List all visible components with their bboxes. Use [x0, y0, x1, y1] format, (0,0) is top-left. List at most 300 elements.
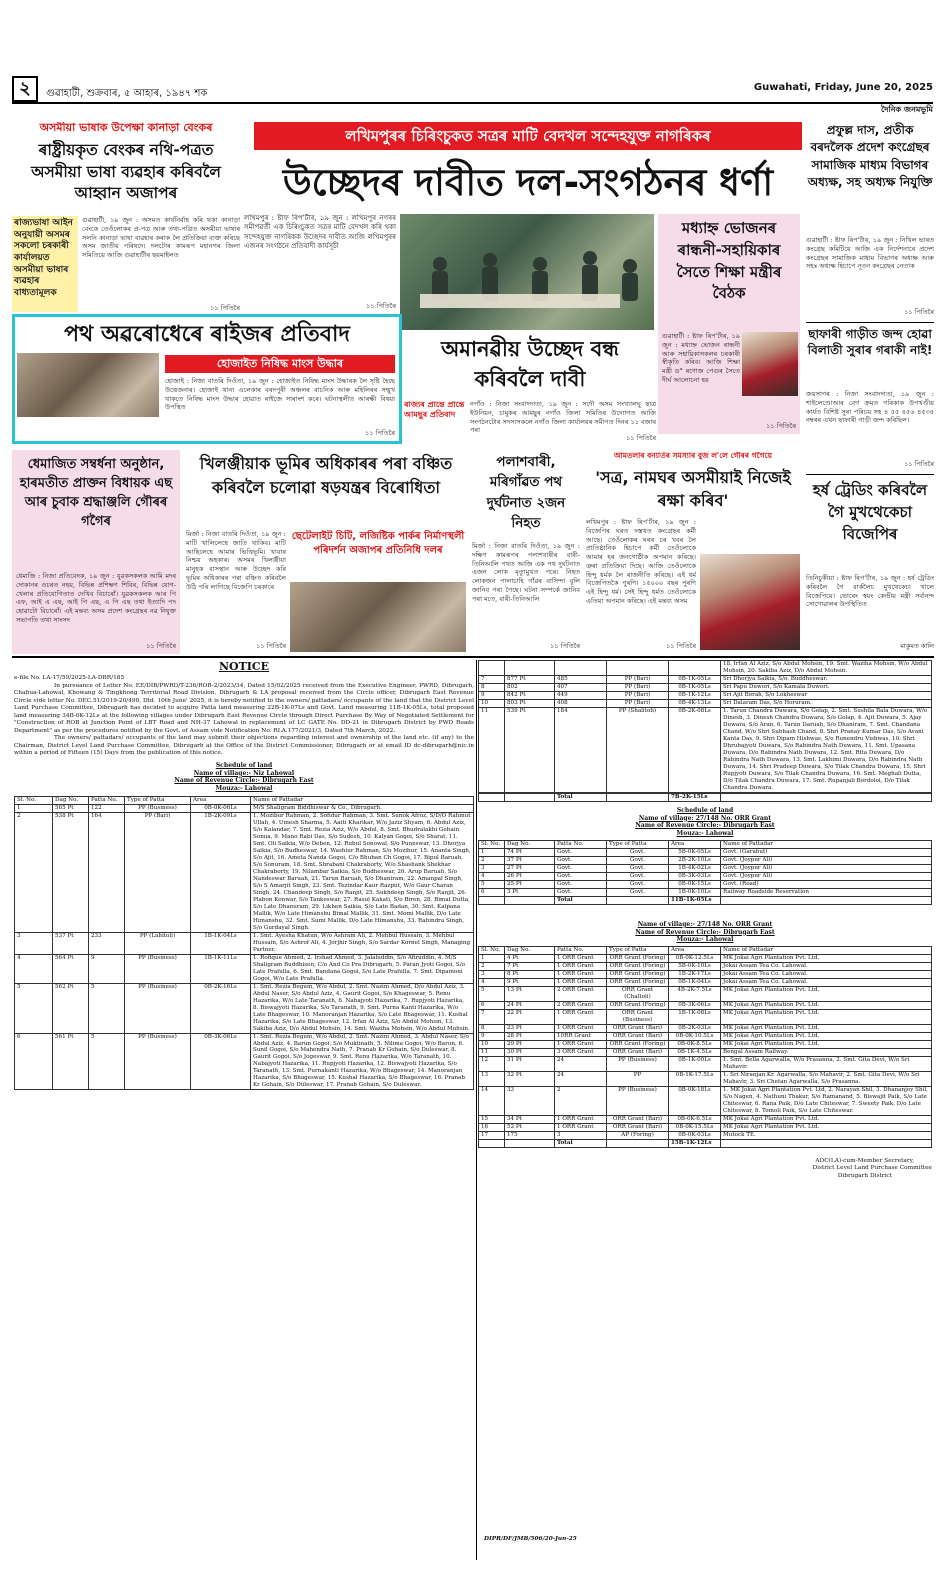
cell-names: 1. Tarun Chandra Duwara, S/o Golap, 2. Smt. Sushila Bala Duwara, W/o Dinesh, 3. Dinesh Chandra Duwara, S/o Golap, 4. Ajit Duwara, 5. Ajay Duwara, S/o Aran, 6. Tarun Daruah, S/o Dhaniram, 7. Smt. Chandana Chand, W/o Shri Subhash Chand, 8. Shri Pranay Kumar Das, S/o Avani Kanta Das, 9. Shri Dipam Hishwas, S/o Runendru Vishwas, 10. Shri Dhrubajyoti Duwara, S/o Rabindra Nath Duwara, 11. Smt. Upasana Duwara, D/o Rabindra Nath Duwara, 12. Smt. Rita Duwara, D/o Rabindra Nath Duwara, 13. Smt. Lakhimi Duwara, D/o Rabindra Nath Duwara, 14. Shri Pradeep Duwara, S/o Tilak Chandra Duwara, 15. Shri Rupjyoti Duwara, S/o Tilak Chandra Duwara, 16. Smt. Meghali Dutta, D/o Tilak Chandra Duwara, 17. Smt. Rupanjali Bordoloi, D/o Tilak Chandra Duwara. — [721, 707, 932, 792]
table-row — [479, 1002, 932, 1010]
table-row — [479, 661, 932, 676]
cell-names: Sri Dalaram Das, S/o Horuram. — [721, 699, 932, 707]
schedule-title: Schedule of land — [215, 761, 273, 769]
photo-minister — [742, 332, 798, 396]
total-area: 11B-1K-05Ls — [669, 896, 721, 904]
cell-area: 0B-4K-13Ls — [669, 699, 721, 707]
schedule-village: Name of village:- 27/148 No. ORR Grant — [637, 920, 773, 928]
cell-patta: 1 ORR Grant — [555, 979, 607, 987]
masthead — [12, 76, 933, 114]
cell-dag: 24 Pt — [505, 1002, 555, 1010]
schedule-mouza: Mouza:- Lahowal — [215, 785, 273, 793]
cell-dag: 33 — [505, 1086, 555, 1115]
cell-dag: 565 Pt — [53, 805, 89, 813]
story-credit: ১১ পিতিৰৈ — [210, 304, 240, 312]
notice-column-rule — [476, 660, 477, 1560]
cell-dag: 8 Pt — [505, 971, 555, 979]
table-row — [479, 987, 932, 1002]
cell-dag: 842 Pt — [505, 691, 555, 699]
cell-patta: 1 ORR Grant — [555, 955, 607, 963]
story-headline-safari: ছাফাৰী গাড়ীত জন্দ হোৱা বিলাতী সুৰাৰ গৰাকী নাই! — [807, 327, 933, 358]
col-header-sl: Sl. No. — [15, 797, 53, 805]
story-lakhimpur — [244, 214, 396, 312]
cell-area: 0B-0K-03Ls — [669, 1131, 721, 1139]
story-body-safari: জয়সাগৰ : নিজা সংবাদদাতা, ১৯ জুন : শাইলেণ্ডোআৰ বেগ ক্ৰমত গৰিকাক উপখণ্ডীয় কাৰ্যত বিশিষ্ট সুৰা পৰিচয় সহ ৪ ৫৫ ৪৫৬ ৪৫৩৪ নম্বৰৰ এখন ছাফাৰী গাড়ী জন্দ কৰিছিল। — [806, 390, 934, 425]
cell-type: Govt. — [607, 888, 669, 896]
cell-names: 1. Smt. Rezia Begum, W/o Abdul, 2. Smt. Nazim Ahmed, D/o Abdul Aziz, 3. Abdul Naser, S/o Abdul Aziz, 4. Gaurit Gogoi, S/o Khageswar, 5. Renu Hazarika, W/o Late Taranath, 6. Nabajyoti Hazarika, 7. Rupjyoti Hazarika, 8. Biswajyoti Hazarika, S/o Taranath, 9. Smt. Purna Kanti Hazarika, W/o Late Bhageswar, 10. Manoranjan Hazarika, S/o Late Bhageswar, 11. Kushal Hazarika, S/o Late Bhageswar, 12. Irfan Al Aziz, S/o Abdul Mohsin, 13. Sakiba Aziz, D/o Abdul Mohsin, 14. Smt. Waziha Mohsin, W/o Abdul Mohsin. — [251, 983, 474, 1033]
col-header-dag: Dag No. — [53, 797, 89, 805]
cell-sl: 5 — [479, 987, 505, 1002]
cell-names: Sri Ajit Borah, S/o Lokheswar — [721, 691, 932, 699]
cell-sl: 4 — [15, 954, 53, 983]
cell-type: PP (Bari) — [125, 813, 191, 933]
story-palashbari — [472, 450, 580, 654]
cell-area: 0B-0K-8.5Ls — [669, 1040, 721, 1048]
cell-sl: 1 — [479, 955, 505, 963]
cell-patta: 5 — [89, 983, 125, 1033]
table-row — [479, 1131, 932, 1139]
table-row — [479, 979, 932, 987]
cell-patta: 164 — [89, 813, 125, 933]
story-subhead: হোজাইত নিষিদ্ধ মাংস উদ্ধাৰ — [165, 355, 395, 373]
cell-dag: 27 Pt — [505, 864, 555, 872]
story-body: গুৱাহাটী : ষ্টাফ ৰিপ'ৰ্টাৰ, ১৯ জুন : মধ্যাহ্ন ভোজন ৰান্ধনী আৰু সহায়িকাসকলৰ চৰকাৰী স্বীকৃতি কৰিব। আজি শিক্ষা মন্ত্ৰী ড° ৰণোজ পেগুৰ সৈতে দীৰ্ঘ আলোচনা হয় — [662, 332, 740, 384]
cell-patta: 2 ORR Grant — [555, 1002, 607, 1010]
table-row — [479, 683, 932, 691]
cell-type: PP (Business) — [125, 954, 191, 983]
land-table-orr-grant — [478, 946, 932, 1148]
photo-protest-gathering — [400, 214, 654, 330]
cell-names: Mutock TE. — [721, 1131, 932, 1139]
cell-area: 0B-0K-18Ls — [669, 1086, 721, 1115]
cell-patta: 5 — [89, 1033, 125, 1090]
cell-dag: 13 Pt — [505, 987, 555, 1002]
cell-area: 0B-1K-04Ls — [669, 979, 721, 987]
notice-right-column — [478, 660, 932, 1560]
cell-patta: 2 ORR Grant — [555, 987, 607, 1002]
cell-dag: 9 Pt — [505, 979, 555, 987]
notice-para2: The owners/ pattadars/ occupants of the land may submit their objections regarding interest and ownership of the land etc. (if any) to the Chairman, District Level Land Purchase Committee, Dibrugarh at the Office of the District Commissioner, Dibrugarh or at email ID dc-dibrugarh@nic.in within a period of Fifteen (15) Days from the publication of this notice. — [14, 735, 474, 757]
cell-dag: 561 Pt — [53, 1033, 89, 1090]
cell-names: MK Jokai Agri Plantation Pvt. Ltd. — [721, 1002, 932, 1010]
story-credit-safari: ১১ পিতিৰৈ — [904, 460, 934, 468]
col-header-area: Area — [191, 797, 251, 805]
signature-line-2: District Level Land Purchase Committee — [812, 1165, 932, 1172]
story-credit: ১১ পিতিৰৈ — [256, 642, 286, 650]
cell-sl: 11 — [479, 1048, 505, 1056]
banner-headline: উচ্ছেদৰ দাবীত দল-সংগঠনৰ ধৰ্ণা — [282, 161, 774, 204]
cell-type: ORR Grant (Foring) — [607, 955, 669, 963]
cell-type: ORR Grant (Chaltoli) — [607, 987, 669, 1002]
col-header-pattadar: Name of Pattadar — [251, 797, 474, 805]
cell-names: Jokai Assam Tea Co. Lahowal. — [721, 971, 932, 979]
land-table-total-1 — [478, 793, 932, 802]
cell-type: PP (Business) — [607, 1056, 669, 1071]
table-row — [15, 954, 474, 983]
cell-dag: 537 Pt — [53, 932, 89, 954]
cell-names: Sri Dhorjya Saikia, S/o. Buddheswar. — [721, 675, 932, 683]
cell-dag: 25 Pt — [505, 880, 555, 888]
cell-area: 1B-0K-10Ls — [669, 888, 721, 896]
cell-type: ORR Grant (Bari) — [607, 1025, 669, 1033]
cell-dag: 23 Pt — [505, 1025, 555, 1033]
cell-sl: 13 — [479, 1071, 505, 1086]
cell-dag: 802 — [505, 683, 555, 691]
signature-line-1: ADC(LA)-cum-Member Secretary, — [815, 1157, 914, 1164]
cell-names: 1. Smt. Bella Agarwalla, W/o Prasanna, 2. Smt. Gita Devi, W/o Sri Mahavir. — [721, 1056, 932, 1071]
cell-patta: 1 ORR Grant — [555, 971, 607, 979]
col-header-dag: Dag No. — [505, 840, 555, 848]
story-body: লখিমপুৰ : ষ্টাফ ৰিপ'ৰ্টাৰ, ১৯ জুন : লখিমপুৰ নগৰৰ সমীপৱৰ্তী এক চিৰিংচুকত সত্ৰৰ মাটি বেদখল কৰি থকা সন্দেহযুক্ত নাগৰিকক উচ্ছেদৰ দাবীত আজি লখিমপুৰৰ এজনৰ সংগঠনে প্ৰতিবাদী কাৰ্যসূচী — [244, 214, 396, 251]
table-row — [479, 1086, 932, 1115]
notice-file-no: e-file No. LA-17/59/2025-LA-DBR/185 — [14, 675, 125, 681]
cell-sl: 7 — [479, 675, 505, 683]
story-credit: ১১ পিতিৰৈ — [146, 642, 176, 650]
cell-area: 0B-2K-03Ls — [669, 1025, 721, 1033]
cell-patta: 1 ORR Grant — [555, 963, 607, 971]
cell-type: PP (Shalitoli) — [607, 707, 669, 792]
col-header-area: Area — [669, 840, 721, 848]
cell-sl: 17 — [479, 1131, 505, 1139]
cell-area: 1B-1K-08Ls — [669, 1010, 721, 1025]
cell-names: Jokai Assam Tea Co. Lahowal. — [721, 979, 932, 987]
cell-names: MK Jokai Agri Plantation Pvt. Ltd. — [721, 1123, 932, 1131]
land-table-govt — [478, 840, 932, 905]
cell-dag: 22 Pt — [505, 1010, 555, 1025]
table-row — [479, 699, 932, 707]
cell-type: ORR Grant (Bari) — [607, 1115, 669, 1123]
cell-names: MK Jokai Agri Plantation Pvt. Ltd. — [721, 1032, 932, 1040]
cell-dag: 26 Pt — [505, 872, 555, 880]
cell-names: MK Jokai Agri Plantation Pvt. Ltd. — [721, 1010, 932, 1025]
land-table-niz-lahowal — [14, 796, 474, 1090]
pattadar-names: 18. Irfan Al Aziz, S/o Abdul Mohsin, 19. Smt. Waziha Mohsin, W/o Abdul Mohsin, 20. Sakiba Aziz, D/o Abdul Mohsin. — [721, 661, 932, 676]
cell-patta: Govt. — [555, 864, 607, 872]
cell-names: 1. Smt. Ayesha Khatun, W/o Ashram Ali, 2. Mehbul Hussain, 3. Mehbul Hussain, S/o Ashrof Ali, 4. Jorjhir Singh, S/o Sardar Kornel Singh, Managing Partner. — [251, 932, 474, 954]
cell-dag: 562 Pt — [53, 983, 89, 1033]
cell-area: 1B-1K-04Ls — [191, 932, 251, 954]
total-label: Total — [555, 896, 607, 904]
table-row — [479, 1048, 932, 1056]
cell-type: PP (Business) — [125, 983, 191, 1033]
cell-sl: 5 — [15, 983, 53, 1033]
story-tag: ৰাজ্যৰ প্ৰান্তে প্ৰান্তে আমছুৰ প্ৰতিবাদ — [404, 400, 465, 420]
col-header-pattadar: Name of Pattadar — [721, 840, 932, 848]
story-credit-congress: ১১ পিতিৰৈ — [904, 308, 934, 316]
cell-sl: 8 — [479, 683, 505, 691]
cell-dag: 538 Pt — [53, 813, 89, 933]
story-canara-bank — [12, 118, 240, 314]
cell-sl: 7 — [479, 1010, 505, 1025]
table-row — [479, 872, 932, 880]
cell-dag: 7 Pt — [505, 963, 555, 971]
story-kicker: আমতলাৰ বন্যাৰ্তৰ সমস্যাৰ বুজ ল'লে গৌৰৰ গগৈয়ে — [613, 452, 773, 460]
table-row — [479, 971, 932, 979]
cell-type: Govt. — [607, 872, 669, 880]
cell-patta: 3 — [555, 1131, 607, 1139]
cell-area: 0B-0K-06Ls — [191, 805, 251, 813]
table-row — [479, 1115, 932, 1123]
cell-dag: 3 Pt — [505, 888, 555, 896]
page-number: ২ — [12, 76, 38, 102]
cell-area: 1B-2K-17Ls — [669, 971, 721, 979]
cell-sl: 6 — [15, 1033, 53, 1090]
cell-patta: 9 — [89, 954, 125, 983]
cell-dag: 30 Pt — [505, 1048, 555, 1056]
story-headline: খিলঞ্জীয়াক ভূমিৰ অধিকাৰৰ পৰা বঞ্চিত কৰিবলৈ চলোৱা ষড়যন্ত্ৰৰ বিৰোধিতা — [199, 454, 453, 497]
cell-patta: Govt. — [555, 888, 607, 896]
photo-gaurav-gogoi — [700, 554, 800, 650]
story-headline: মধ্যাহ্ন ভোজনৰ ৰান্ধনী-সহায়িকাৰ সৈতে শিক্ষা মন্ত্ৰীৰ বৈঠক — [676, 219, 782, 303]
cell-dag: 175 — [505, 1131, 555, 1139]
cell-dag: 74 Pt — [505, 848, 555, 856]
cell-patta: 1 ORR Grant — [555, 1010, 607, 1025]
story-khilonjia — [186, 450, 466, 654]
cell-sl: 6 — [479, 1002, 505, 1010]
cell-patta: 449 — [555, 691, 607, 699]
cell-patta: 24 — [555, 1071, 607, 1086]
cell-type: PP (Business) — [607, 1086, 669, 1115]
schedule-mouza: Mouza:- Lahowal — [676, 830, 734, 838]
cell-sl: 3 — [479, 971, 505, 979]
total-row — [479, 793, 932, 801]
cell-type: Govt. — [607, 864, 669, 872]
cell-patta: 1 ORR Grant — [555, 1040, 607, 1048]
table-row — [479, 1040, 932, 1048]
story-body-congress: গুৱাহাটী : ষ্টাফ ৰিপ'ৰ্টাৰ, ১৯ জুন : নিখিল ভাৰত কংগ্ৰেছ কমিটিয়ে আজি এক নিৰ্দেশনাৰে প্ৰদেশ কংগ্ৰেছৰ সামাজিক মাধ্যম বিভাগৰ অধ্যক্ষ আৰু সহঃ অধ্যক্ষ হিচাপে নূতন কংগ্ৰেছৰ নেতাক — [806, 236, 934, 271]
cell-type: Govt. — [607, 848, 669, 856]
table-header-row — [479, 840, 932, 848]
story-body: লখিমপুৰ : ষ্টাফ ৰিপ'ৰ্টাৰ, ১৯ জুন : বিজেপিৰ ঘৰত দস্তখত কংগ্ৰেছৰ কৰ্মী আছে। তেওঁলোকৰ ঘৰৰ চৰ খবৰ লৈ প্ৰাতিষ্ঠানিক হিচাপে কৰ্মী তেওঁলোকে আমাৰ হৰ জনগোষ্ঠীক অপমান কৰিছে। ত্ৰুৰা প্ৰতিক্ৰিয়া দিছে। আজি তেওঁলোকে হিন্দু ধৰ্মক লৈ ৰাজনীতি কৰিছে। এই ধৰ্ম বিজেপিতকৈ পুৰণি। ১৫০০০ বছৰ পুৰণি এই হিন্দু ধৰ্ম। সেই হিন্দু ধৰ্মত তেওঁলোকে এতিয়া অপমান কৰিছে। এই মন্তব্য অসম — [586, 518, 696, 605]
cell-patta: 485 — [555, 675, 607, 683]
cell-dag: 31 Pt — [505, 1056, 555, 1071]
story-credit: ১১ পিতিৰৈ — [366, 302, 396, 310]
schedule-circle: Name of Revenue Circle:- Dibrugarh East — [635, 822, 775, 830]
col-header-dag: Dag No. — [505, 947, 555, 955]
story-credit: ১১ পিতিৰৈ — [626, 434, 656, 442]
table-row — [479, 848, 932, 856]
story-subhead: ছেটেলাইট চিটি, লজিষ্টিক পাৰ্কৰ নিৰ্মাণস্থলী পৰিদৰ্শন অজাপৰ প্ৰতিনিধি দলৰ — [291, 531, 465, 556]
story-headline: ৰাষ্ট্ৰীয়কৃত বেংকৰ নথি-পত্ৰত অসমীয়া ভাষা ব্যৱহাৰ কৰিবলৈ আহ্বান অজাপৰ — [31, 141, 221, 203]
cell-sl: 8 — [479, 1025, 505, 1033]
cell-names: Jokai Assam Tea Co. Lahowal. — [721, 963, 932, 971]
divider — [806, 322, 934, 323]
total-row — [479, 1139, 932, 1147]
cell-sl: 16 — [479, 1123, 505, 1131]
table-row — [479, 856, 932, 864]
cell-patta: 1 ORR Grant — [555, 1123, 607, 1131]
table-row — [15, 932, 474, 954]
story-body: হোজাই : নিজা বাতৰি দিওঁতা, ১৯ জুন : হোজাইত নিষিদ্ধ মাংস উদ্ধাৰক লৈ সৃষ্টি হৈছে উত্তেজনাৰ। হোজাই থানা এলেকাৰ বৰদপুৰী অঞ্চলৰ বাচনিক আৰু মহিলিৰৰ সন্মুখ থাকতে নিষিদ্ধ মাংস উদ্ধাৰ হোৱাত ৰাইজে সাৰাংশ কৰে। ঘটনাস্থলীত আৰক্ষী বিষয়া উপস্থিত — [165, 377, 395, 412]
cell-area: 0B-1K-05Ls — [669, 675, 721, 683]
cell-area: 0B-0K-6.5Ls — [669, 1115, 721, 1123]
dipr-code: DIPR/DF/JMB/506/20-Jun-25 — [484, 1536, 577, 1542]
right-column — [806, 118, 934, 654]
col-header-patta: Patta No. — [555, 947, 607, 955]
cell-patta: 24 — [555, 1056, 607, 1071]
cell-type: ORR Grant (Foring) — [607, 1002, 669, 1010]
cell-area: 5B-0K-05Ls — [669, 848, 721, 856]
story-headline-congress: প্ৰফুল্ল দাস, প্ৰতীক বৰদলৈক প্ৰদেশ কংগ্ৰেছৰ সামাজিক মাধ্যম বিভাগৰ অধ্যক্ষ, সহ অধ্যক্ষ নিযুক্তি — [807, 123, 933, 190]
col-header-sl: Sl. No. — [479, 840, 505, 848]
cell-sl: 11 — [479, 707, 505, 792]
cell-names: Bengal Assam Railway. — [721, 1048, 932, 1056]
cell-patta: 233 — [89, 932, 125, 954]
cell-names: Govt. (Garabut) — [721, 848, 932, 856]
table-row — [479, 963, 932, 971]
cell-dag: 803 Pt — [505, 699, 555, 707]
cell-sl: 4 — [479, 979, 505, 987]
cell-patta: 407 — [555, 683, 607, 691]
schedule-village: Name of village:- Niz Lahowal — [193, 769, 295, 777]
cell-sl: 10 — [479, 699, 505, 707]
cell-sl: 14 — [479, 1086, 505, 1115]
col-header-type: Type of Patta — [607, 840, 669, 848]
cell-area: 0B-3K-06Ls — [191, 1033, 251, 1090]
story-headline: ধেমাজিত সম্বৰ্ধনা অনুষ্ঠান, হাৰমতীত প্ৰাক্তন বিধায়ক এছ আৰ চুবাক শ্ৰদ্ধাঞ্জলি গৌৰৰ গগৈৰ — [19, 457, 173, 529]
cell-type: ORR Grant (Bari) — [607, 1123, 669, 1131]
cell-type: PP (Bari) — [607, 675, 669, 683]
table-row — [479, 1025, 932, 1033]
table-row — [479, 864, 932, 872]
cell-names: 1. Rofique Ahmed, 2. Irshad Ahmed, 3. Jalaluddin, S/o Afiruddin, 4. M/S Shaligram Buddhisen, C/o And Co Pra Dibrugarh, 5. Paran Jyoti Gogoi, S/o Late Prafulla, 6. Smt. Bandana Gogoi, S/o Late Prafulla, 7. Smt. Dipamoni Gogoi, W/o Late Prafulla. — [251, 954, 474, 983]
cell-patta: Govt. — [555, 872, 607, 880]
cell-names: Railway Roadside Reservation — [721, 888, 932, 896]
cell-patta: Govt. — [555, 880, 607, 888]
cell-names: 1. Smt. Rezia Begum, W/o Abdul, 2. Smt. Nazim Ahmed, 3. Abdul Naser, S/o Abdul Aziz, 4. Barun Gogoi, S/o Muktinath, 5. Nilima Gogoi, W/o Barun, 6. Sunil Gogoi, S/o Mahendra Nath, 7. Pranab Kr Gohain, S/o Duleswar, 8. Gaurit Gogoi, S/o Jogeswar, 9. Smt. Renu Hazarika, W/o Taranath, 10. Nabajyoti Hazarika, 11. Rupjyoti Hazarika, 12. Biswajyoti Hazarika, S/o Taranath, 13. Smt. Purnakanti Hazarika, W/o Bhageswar, 14. Manoranjan Hazarika, S/o Bhageswar, 15. Kushal Hazarika, S/o Bhageswar, 16. Pranab Kr Gohain, S/o Duleswar, 17. Pranab Gohain, S/o Duleswar. — [251, 1033, 474, 1090]
cell-dag: 28 Pt — [505, 1032, 555, 1040]
cell-names: MK Jokai Agri Plantation Pvt. Ltd. — [721, 1115, 932, 1123]
cell-area: 1B-4K-02Ls — [669, 864, 721, 872]
schedule-circle: Name of Revenue Circle:- Dibrugarh East — [174, 777, 314, 785]
cell-dag: 34 Pt — [505, 1115, 555, 1123]
cell-names: 1. MK Jokai Agri Plantation Pvt. Ltd, 2. Narayan Shil, 3. Dhananjoy Shil, S/o Nagen, 4. Nathuni Thakur, S/o Ramanand, 5. Biswajit Paik, S/o Late Chiteswar, 6. Rana Paik, D/o Late Chiteswar, 7. Sweety Paik, D/o Late Chiteswar, 8. Tomoli Paik, S/o Late Chiteswar. — [721, 1086, 932, 1115]
cell-patta: 184 — [555, 707, 607, 792]
story-satra-namghar — [586, 450, 800, 654]
cell-names: 1. Mozibur Rahman, 2. Sofidur Rahman, 3. Smt. Sunok Afroz, S/D/O Rahmut Ullah, 4. Umesh Sharma, 5. Aaiti Kharikar, W/o Jaziz Shyam, 6. Abdul Aziz, S/o Kalandar, 7. Smt. Rezia Aziz, W/o Abdul, 8. Smt. Bhudralakhi Gohain Sonua, 9. Mano Rabi Das, S/o Sudesh, 10. Kalyan Gogoi, S/o Sharat, 11. Smt. Oli Saikia, W/o Deben, 12. Rubul Sonowal, S/o Puneswar, 13. Dhorjya Saikia, S/o Budheswar, 14. Washiur Rahman, S/o Mozibur, 15. Ananta Singh, S/o Ajit, 16. Ameta Nanda Gogoi, C/o Bhuban Ch Gogoi, 17. Bipul Baruah, S/o Sonuram, 18. Smt. Shrabani Chakraborty, W/o Shashank Shekhar Chakraborty, 19. Nilambar Saikia, S/o Budheswar, 20. Arup Baruah, S/o Nandeswar Baruah, 21. Tarun Baruah, S/o Dhaniram, 22. Amanpal Singh, S/o S Amarjit Singh, 23. Smt. Tezindar Kaur Razput, W/o Gaur Charan Singh, 24. Chandeep Singh, S/o Ranjit, 25. Sukhdeep Singh, S/o Ranjit, 26. Plabon Konwar, S/o Tankeswar, 27. Rasul Kakati, S/o Biren, 28. Bimal Dutta, S/o Late Dhanuram, 29. Likhen Saikia, S/o Late Badan, 30. Smt. Kalpana Mallik, W/o Late Himanshu Bimal Mallik, 31. Smt. Momi Mallik, D/o Late Himanshu, 32. Smt. Sumi Mallik, D/o Late Himanshu, 33. Rabindra Singh, S/o Gurdayal Singh. — [251, 813, 474, 933]
cell-type: ORR Grant (Foring) — [607, 1040, 669, 1048]
cell-area: 0B-1K-05Ls — [669, 683, 721, 691]
cell-patta: Govt. — [555, 856, 607, 864]
cell-type: ORR Grant (Foring) — [607, 979, 669, 987]
banner-strip: লখিমপুৰৰ চিৰিংচুকত সত্ৰৰ মাটি বেদখল সন্দেহযুক্ত নাগৰিকৰ — [254, 122, 802, 150]
story-body: মিৰ্জা : নিজা বাতৰি দিওঁতা, ১৯ জুন : মাটি খালিলেহে জাতি থাকিব। মাটি আছিলেহে আমাৰ ভিত্তিভূমি। খাবাৰ নিশ্চয় অহকাৰ। অসমৰ খিলঞ্জীয়া মানুহক বাসস্থান আৰু উচ্ছেদ কৰি ভূমিৰ অধিকাৰৰ পৰা বঞ্চিত কৰিবলৈ উঠি পৰি লাগিছে বিজেপি চৰকাৰে — [186, 530, 286, 591]
notice-para1: In pursuance of Letter No. EE/DIB/PWRD/T-236/ROB-2/2023/34, Dated 15/02/2025 received from the Executive Engineer, PWRD, Dibrugarh, Chabua-Lahowal, Khowang & Tingkhong Territorial Road Division, Dibrugarh & LA proposal received from the Circle officer, Dibrugarh East Revenue Circle vide letter No. DEC.51/2019-20/490, Dtd. 10th June' 2025, it is hereby notified to the owners/ pattadars/ occupants of the land that the District Level Land Purchase Committee, Dibrugarh has decided to acquire Patta land measuring 22B-1K-07Ls and Govt. Land measuring 11B-1K-05Ls, total proposed land measuring 34B-0K-12Ls at the following villages under Dibrugarh East Revenue Circle through Direct Purchase By Way of Negotiated Settlement for "Construction of ROB at Junction Point of LBT Road and NH-37 Lahowal in replacement of LC GATE No. DD-21 in Dibrugarh District by PWD Roads Department" as per the procedures notified by the Govt. of Assam vide Notification No. RLA.177/2021/3, Dated 7th March, 2022. — [14, 682, 474, 734]
cell-sl: 10 — [479, 1040, 505, 1048]
cell-sl: 15 — [479, 1115, 505, 1123]
cell-names: Govt. (Joypur Ali) — [721, 856, 932, 864]
story-body: ধেমাজি : নিজা প্ৰতিবেদক, ১৯ জুন : যুৱকসকলক আমি মদৰ দোকানৰ ওচৰত নহয়, বিভিন্ন প্ৰশিক্ষণ শিবিৰ, বিভিন্ন যোগ-খেলাৰ প্ৰতিযোগিতাত দেখিব বিচাৰোঁ। যুৱকসকলক আৰ পি এফ, আই এ এছ, আই পি এছ, এ পি এছ তথা ইত্যাদি পদ হোৱাটো বিচাৰোঁ। এই মন্তব্য অসম প্ৰদেশ কংগ্ৰেছৰ নৱ নিযুক্ত সভাপতি তথা সাংসদ — [16, 572, 176, 624]
story-headline: অমানৱীয় উচ্ছেদ বন্ধ কৰিবলৈ দাবী — [441, 337, 619, 392]
story-road-blockade — [12, 314, 402, 444]
cell-type: AP (Foring) — [607, 1131, 669, 1139]
schedule-title: Schedule of land — [676, 806, 734, 814]
story-kicker: অসমীয়া ভাষাক উপেক্ষা কানাড়া বেংকৰ — [39, 122, 213, 134]
protest-photo-graphic — [400, 214, 654, 330]
cell-sl: 1 — [479, 848, 505, 856]
story-headline-bjp: হৰ্ষ ট্ৰেডিং কৰিবলৈ গৈ মুখথেকেচা বিজেপিৰ — [812, 481, 928, 543]
cell-type: PP (Lahitoli) — [125, 932, 191, 954]
story-credit: ১১ পিতিৰৈ — [666, 642, 696, 650]
schedule-circle: Name of Revenue Circle:- Dibrugarh East — [635, 928, 775, 936]
date-english: Guwahati, Friday, June 20, 2025 — [753, 82, 933, 93]
signature-line-3: Dibrugarh District — [837, 1172, 892, 1179]
table-row — [479, 707, 932, 792]
story-headline: 'সত্ৰ, নামঘৰ অসমীয়াই নিজেই ৰক্ষা কৰিব' — [595, 468, 791, 511]
cell-patta: 122 — [89, 805, 125, 813]
story-eviction — [404, 334, 656, 444]
cell-patta: 10RR Grant — [555, 1032, 607, 1040]
cell-sl: 4 — [479, 872, 505, 880]
total-label: Total — [555, 1139, 607, 1147]
col-header-pattadar: Name of Pattadar — [721, 947, 932, 955]
total-label: Total — [555, 793, 607, 801]
cell-area: 0B-1K-17.5Ls — [669, 1071, 721, 1086]
story-side-box: ৰাজ্যভাষা আইন অনুযায়ী অসমৰ সকলো চৰকাৰী কাৰ্যালয়ত অসমীয়া ভাষাৰ ব্যৱহাৰ বাধ্যতামূলক — [12, 216, 78, 312]
cell-names: Govt. (Joypur Ali) — [721, 864, 932, 872]
cell-names: Govt. (Road) — [721, 880, 932, 888]
cell-type: PP (Bari) — [607, 691, 669, 699]
cell-names: MK Jokai Agri Plantation Pvt. Ltd. — [721, 987, 932, 1002]
story-body: মিৰ্জা : নিজা বাতৰি দিওঁতা, ১৯ জুন : দক্ষিণ কামৰূপৰ পলাশবাৰীৰ বাৰী-তিনিআলি পথত আজি এক পথ দুৰ্ঘটনাত এজন লোক মৃত্যুমুখত পৰে। নিহত লোকজন পালাচাহি গাঁৱৰ বাসিন্দা বুলি জানিব পৰা গৈছে। ঘটনা সম্পৰ্কে জানিব পৰা মতে, বাৰী-তিনিআলি — [472, 542, 580, 603]
notice-left-column — [14, 660, 474, 1560]
table-row — [479, 888, 932, 896]
story-dhemaji — [12, 450, 180, 654]
schedule-mouza: Mouza:- Lahowal — [676, 936, 734, 944]
schedule-village: Name of village: 27/148 No. ORR Grant — [638, 814, 772, 822]
notice-title: NOTICE — [218, 660, 270, 673]
col-header-patta: Patta No. — [89, 797, 125, 805]
cell-names: Sri Papu Duwori, S/o Kamala Duwori. — [721, 683, 932, 691]
table-row — [479, 880, 932, 888]
story-headline: পথ অৱৰোধেৰে ৰাইজৰ প্ৰতিবাদ — [64, 322, 350, 347]
cell-dag: 37 Pt — [505, 856, 555, 864]
cell-sl: 1 — [15, 805, 53, 813]
col-header-type: Type of Patta — [607, 947, 669, 955]
cell-sl: 9 — [479, 1032, 505, 1040]
table-row — [479, 1123, 932, 1131]
cell-type: PP — [607, 1071, 669, 1086]
cell-sl: 2 — [15, 813, 53, 933]
story-credit: ১১ পিতিৰৈ — [365, 429, 395, 437]
story-credit: ১১ পিতিৰৈ — [766, 422, 796, 430]
cell-type: ORR Grant (Business) — [607, 1010, 669, 1025]
cell-sl: 9 — [479, 691, 505, 699]
cell-patta: 1 ORR Grant — [555, 1115, 607, 1123]
story-body: গুৱাহাটী, ১৯ জুন : অসমত কাৰ্যনিৰ্বাহ কৰি থকা কানাড়া বেংকে তেওঁলোকৰ প্ৰ-পত্ৰ আৰু তথ্য-পত্ৰিত অসমীয়া ভাষাৰ সলনি কানাড়া ভাষা ব্যৱহাৰ কৰাক লৈ প্ৰতিক্ৰিয়া ব্যক্ত কৰিছে অসম জাতীয় পৰিষদে। দলটোৰ কামৰূপ মহানগৰ জিলা সমিতিয়ে আজি গুৱাহাটীৰ ছয়মাইলত — [82, 216, 240, 260]
cell-sl: 6 — [479, 888, 505, 896]
table-header-row — [15, 797, 474, 805]
cell-names: M/S Shaligram Biddhiswar & Co., Dibrugarh. — [251, 805, 474, 813]
table-header-row — [479, 947, 932, 955]
story-credit: ১১ পিতিৰৈ — [550, 642, 580, 650]
story-midday-meal — [658, 214, 800, 434]
cell-sl: 12 — [479, 1056, 505, 1071]
story-credit-bjp: মাকুমত কালি — [900, 642, 934, 650]
cell-area: 0B-1K-12Ls — [669, 691, 721, 699]
total-area: 7B-2K-15Ls — [669, 793, 721, 801]
section-rule — [12, 656, 934, 658]
cell-dag: 29 Pt — [505, 1040, 555, 1048]
cell-sl: 5 — [479, 880, 505, 888]
cell-area: 0B-3K-06Ls — [669, 1002, 721, 1010]
table-row — [479, 1056, 932, 1071]
cell-area: 0B-0K-15.5Ls — [669, 1123, 721, 1131]
cell-area: 0B-2K-08Ls — [669, 707, 721, 792]
table-row — [15, 983, 474, 1033]
cell-type: ORR Grant (Bari) — [607, 1048, 669, 1056]
cell-dag: 4 Pt — [505, 955, 555, 963]
